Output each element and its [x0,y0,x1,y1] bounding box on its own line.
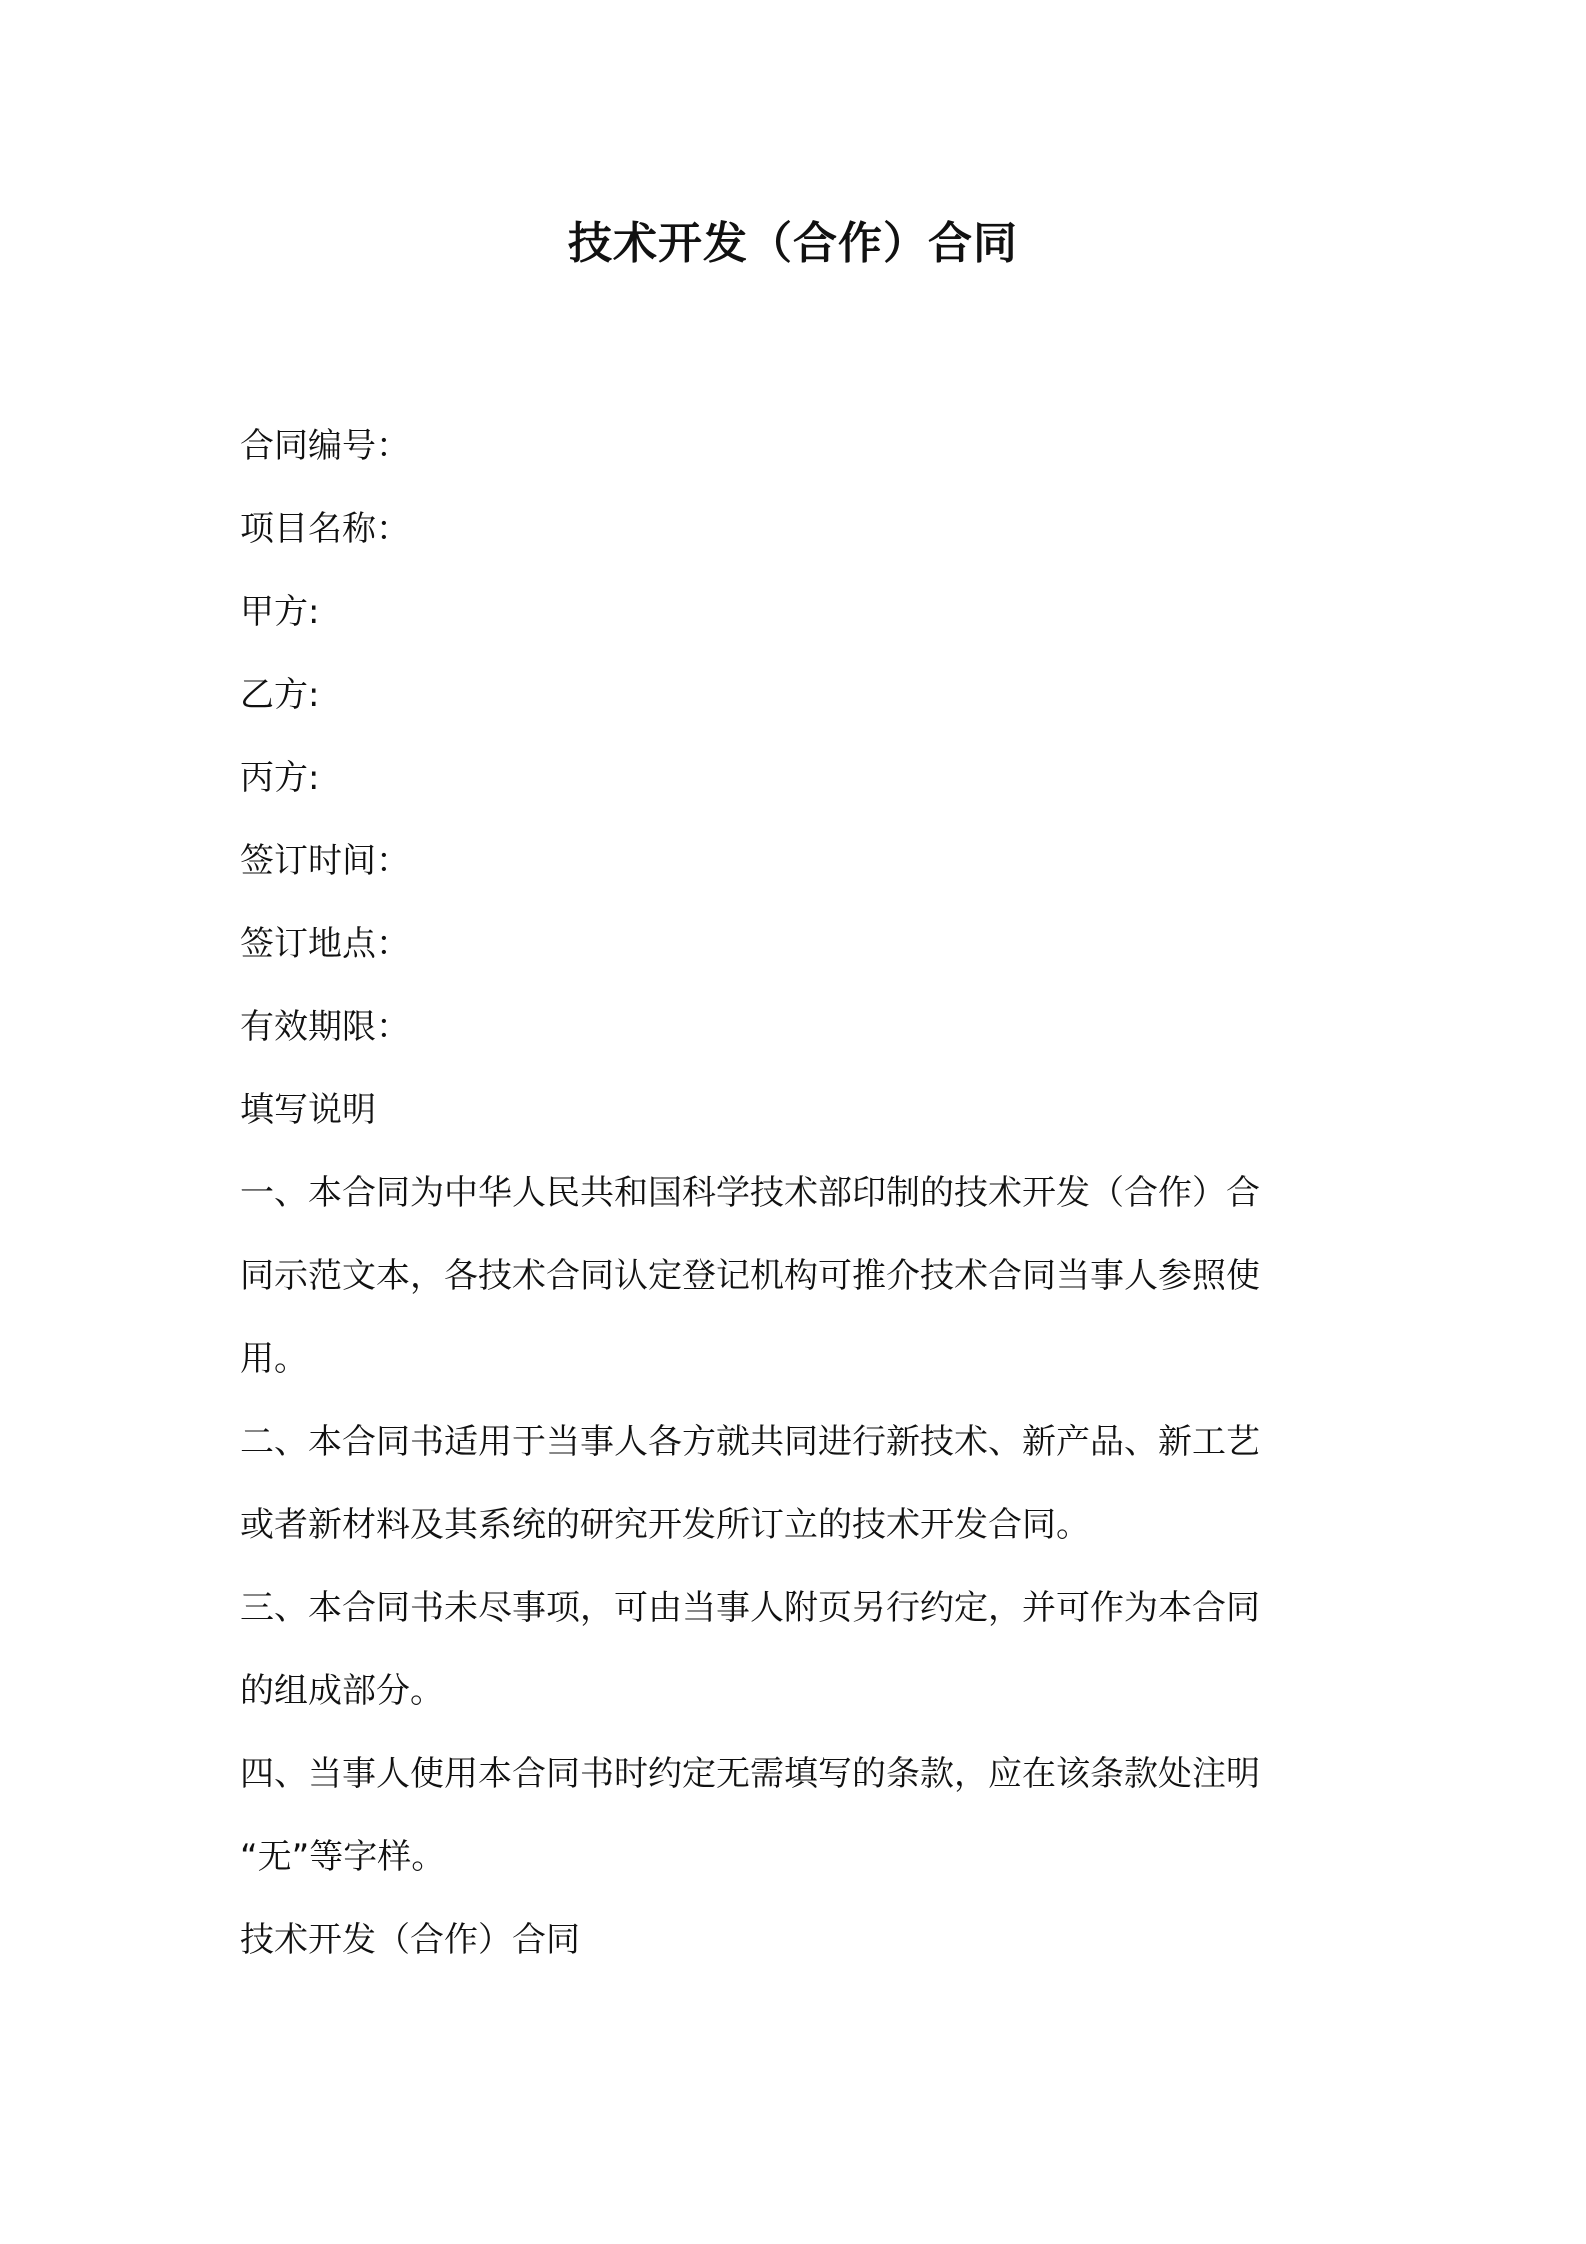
instruction-line: 二、本合同书适用于当事人各方就共同进行新技术、新产品、新工艺 [240,1422,1260,1462]
instruction-line: 四、当事人使用本合同书时约定无需填写的条款，应在该条款处注明 [240,1754,1260,1794]
instruction-item-1 [240,1152,1360,1401]
document-title: 技术开发（合作）合同 [568,218,1018,269]
instruction-item-3 [240,1567,1360,1733]
field-validity-period: 有效期限： [240,1007,410,1047]
field-party-c: 丙方: [240,758,320,798]
instruction-line: 一、本合同为中华人民共和国科学技术部印制的技术开发（合作）合 [240,1173,1260,1213]
instruction-item-4 [240,1733,1360,1899]
field-party-a: 甲方: [240,592,320,632]
field-contract-number: 合同编号： [240,426,410,466]
document-body [240,405,1360,1982]
instruction-line: 的组成部分。 [240,1671,444,1711]
footer-heading: 技术开发（合作）合同 [240,1920,580,1960]
instruction-line: 用。 [240,1339,308,1379]
instruction-line: 或者新材料及其系统的研究开发所订立的技术开发合同。 [240,1505,1090,1545]
field-signing-time: 签订时间： [240,841,410,881]
instruction-line: 三、本合同书未尽事项，可由当事人附页另行约定，并可作为本合同 [240,1588,1260,1628]
instruction-line: 同示范文本，各技术合同认定登记机构可推介技术合同当事人参照使 [240,1256,1260,1296]
field-signing-place: 签订地点： [240,924,410,964]
instruction-line: “无”等字样。 [240,1837,446,1877]
field-project-name: 项目名称： [240,509,410,549]
field-party-b: 乙方: [240,675,320,715]
instructions-heading: 填写说明 [240,1090,376,1130]
instruction-item-2 [240,1401,1360,1567]
